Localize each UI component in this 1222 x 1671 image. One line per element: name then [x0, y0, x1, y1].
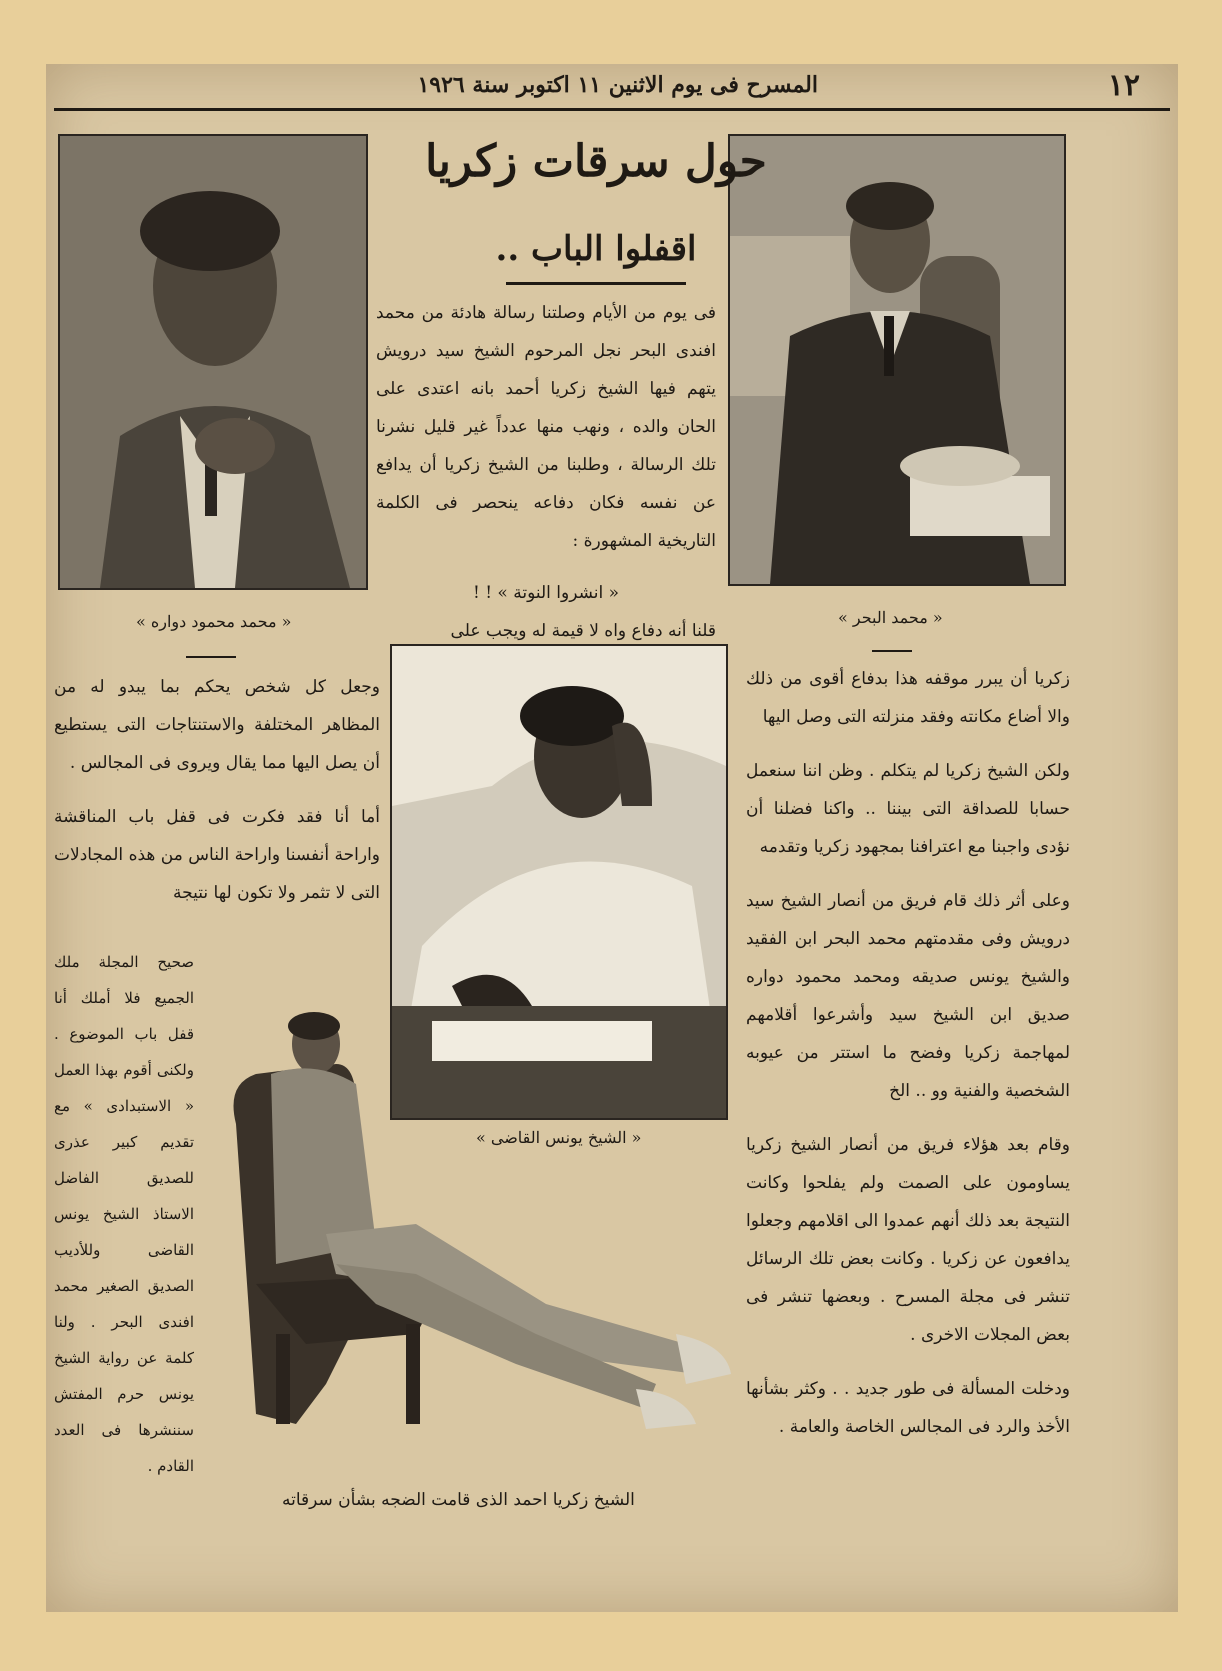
center-tail: قلنا أنه دفاع واه لا قيمة له ويجب على — [450, 621, 716, 641]
running-head: المسرح فى يوم الاثنين ١١ اكتوبر سنة ١٩٢٦ — [417, 72, 818, 98]
right-column — [746, 660, 1070, 1462]
left-paragraph-1: وجعل كل شخص يحكم بما يبدو له من المظاهر المختلفة والاستنتاجات التى يستطيع أن يصل اليها مما يقال ويروى فى المجالس . — [54, 677, 380, 773]
newspaper-page — [46, 64, 1178, 1612]
center-quote: « انشروا النوتة » ! ! — [472, 583, 620, 603]
caption-center-photo: « الشيخ يونس القاضى » — [476, 1128, 642, 1147]
right-paragraph-4: وقام بعد هؤلاء فريق من أنصار الشيخ زكريا يساومون على الصمت ولم يفلحوا وكانت النتيجة بعد ذلك أنهم عمدوا الى اقلامهم وجعلوا يدافعون عن زكريا . وكانت بعض تلك الرسائل تنشر فى مجلة المسرح . وبعضها تنشر فى بعض المجلات الاخرى . — [746, 1135, 1070, 1345]
header-rule — [54, 108, 1170, 111]
caption-bottom-photo: الشيخ زكريا احمد الذى قامت الضجه بشأن سرقاته — [282, 1490, 635, 1510]
center-intro-column — [376, 294, 716, 666]
right-paragraph-1: زكريا أن يبرر موقفه هذا بدفاع أقوى من ذلك والا أضاع مكانته وفقد منزلته التى وصل اليها — [746, 669, 1070, 727]
page-number: ١٢ — [1107, 68, 1140, 103]
center-paragraph: فى يوم من الأيام وصلتنا رسالة هادئة من محمد افندى البحر نجل المرحوم الشيخ سيد درويش يتهم فيها الشيخ زكريا أحمد بانه اعتدى على الحان والده ، ونهب منها عدداً غير قليل نشرنا تلك الرسالة ، وطلبنا من الشيخ زكريا أن يدافع عن نفسه فكان دفاعه ينحصر فى الكلمة التاريخية المشهورة : — [376, 303, 716, 551]
right-paragraph-5: ودخلت المسألة فى طور جديد . . وكثر بشأنها الأخذ والرد فى المجالس الخاصة والعامة . — [746, 1379, 1070, 1437]
caption-left-photo: « محمد محمود دواره » — [136, 612, 292, 631]
article-title: حول سرقات زكريا — [425, 136, 767, 187]
article-subtitle: اقفلوا الباب .. — [495, 229, 697, 269]
right-paragraph-3: وعلى أثر ذلك قام فريق من أنصار الشيخ سيد درويش وفى مقدمتهم محمد البحر ابن الفقيد والشيخ يونس صديقه ومحمد محمود دواره صديق ابن الشيخ سيد وأشرعوا أقلامهم لمهاجمة زكريا وفضح ما استتر من عيوبه الشخصية والفنية وو .. الخ — [746, 891, 1070, 1101]
caption-right-photo: « محمد البحر » — [838, 608, 943, 627]
narrow-column — [54, 944, 194, 1500]
portrait-photo-dawara — [58, 134, 368, 590]
left-paragraph-2: أما أنا فقد فكرت فى قفل باب المناقشة واراحة أنفسنا واراحة الناس من هذه المجادلات التى لا تثمر ولا تكون لها نتيجة — [54, 807, 380, 903]
left-column — [54, 668, 380, 928]
seated-photo-zakaria — [216, 1004, 736, 1474]
portrait-photo-bahr — [728, 134, 1066, 586]
divider-right — [872, 650, 912, 652]
right-paragraph-2: ولكن الشيخ زكريا لم يتكلم . وظن اننا سنعمل حسابا للصداقة التى بيننا .. واكنا فضلنا أن نؤدى واجبنا مع اعترافنا بمجهود زكريا وتقدمه — [746, 761, 1070, 857]
divider-left — [186, 656, 236, 658]
title-underline — [506, 282, 686, 285]
narrow-paragraph: صحيح المجلة ملك الجميع فلا أملك أنا قفل باب الموضوع . ولكنى أقوم بهذا العمل « الاستبدادى » مع تقديم كبير عذرى للصديق الفاضل الاستاذ الشيخ يونس القاضى وللأديب الصديق الصغير محمد افندى البحر . ولنا كلمة عن رواية الشيخ يونس حرم المفتش سننشرها فى العدد القادم . — [54, 953, 194, 1475]
